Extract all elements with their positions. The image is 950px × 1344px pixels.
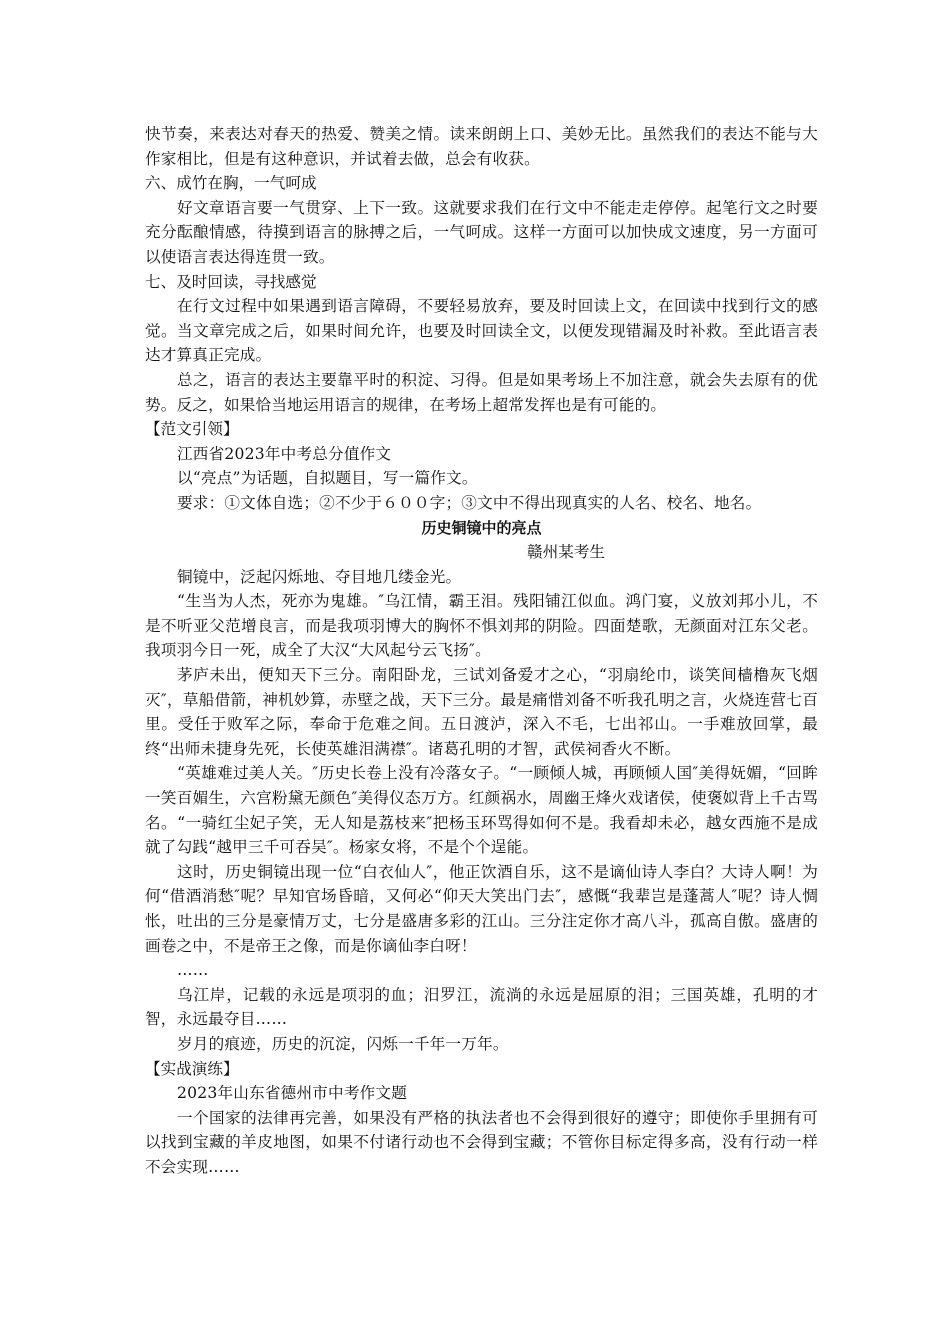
exam-source-jiangxi: 江西省2023年中考总分值作文 — [177, 444, 392, 463]
essay-paragraph-7: 岁月的痕迹，历史的沉淀，闪烁一千年一万年。 — [177, 1034, 509, 1053]
essay-paragraph-4: “英雄难过美人关。″历史长卷上没有冷落女子。“一顾倾人城，再顾倾人国″美得妩媚，“回眸一笑百媚生，六宫粉黛无颜色″美得仪态万方。红颜祸水，周幽王烽火戏诸侯，使褒姒背上千古骂名。“一骑红尘妃子笑，无人知是荔枝来″把杨玉环骂得如何不是。我看却未必，越女西施不是成就了勾践“越甲三千可吞吴″。杨家女将，不是个个逞能。 — [145, 764, 818, 857]
essay-paragraph-1: 铜镜中，泛起闪烁地、夺目地几缕金光。 — [177, 567, 462, 586]
essay-paragraph-2: “生当为人杰，死亦为鬼雄。″乌江情，霸王泪。残阳铺江似血。鸿门宴，义放刘邦小儿，不是不听亚父范增良言，而是我项羽博大的胸怀不惧刘邦的阴险。四面楚歌，无颜面对江东父老。我项羽今日一死，成全了大汉“大风起兮云飞扬″。 — [145, 592, 818, 660]
practice-prompt: 一个国家的法律再完善，如果没有严格的执法者也不会得到很好的遵守；即使你手里拥有可以找到宝藏的羊皮地图，如果不付诸行动也不会得到宝藏；不管你目标定得多高，没有行动一样不会实现…… — [145, 1108, 818, 1176]
essay-requirements: 要求：①文体自选；②不少于６００字；③文中不得出现真实的人名、校名、地名。 — [177, 493, 762, 512]
essay-paragraph-6: 乌江岸，记载的永远是项羽的血；汨罗江，流淌的永远是屈原的泪；三国英雄，孔明的才智，永远最夺目…… — [145, 985, 818, 1029]
paragraph-reread: 在行文过程中如果遇到语言障碍，不要轻易放弃，要及时回读上文，在回读中找到行文的感觉。当文章完成之后，如果时间允许，也要及时回读全文，以便发现错漏及时补救。至此语言表达才算真正完成。 — [145, 297, 818, 365]
paragraph-one-breath: 好文章语言要一气贯穿、上下一致。这就要求我们在行文中不能走走停停。起笔行文之时要充分酝酿情感，待摸到语言的脉搏之后，一气呵成。这样一方面可以加快成文速度，另一方面可以使语言表达得连贯一致。 — [145, 198, 818, 266]
essay-prompt: 以“亮点”为话题，自拟题目，写一篇作文。 — [177, 469, 478, 488]
exam-source-dezhou: 2023年山东省德州市中考作文题 — [177, 1084, 408, 1103]
essay-paragraph-3: 茅庐未出，便知天下三分。南阳卧龙，三试刘备爱才之心，“羽扇纶巾，谈笑间樯橹灰飞烟灭″，草船借箭，神机妙算，赤壁之战，天下三分。最是痛惜刘备不听我孔明之言，火烧连营七百里。受任于败军之际，奉命于危难之间。五日渡泸，深入不毛，七出祁山。一手难放回掌，最终“出师未捷身先死，长使英雄泪满襟″。诸葛孔明的才智，武侯祠香火不断。 — [145, 666, 818, 758]
paragraph-summary: 总之，语言的表达主要靠平时的积淀、习得。但是如果考场上不加注意，就会失去原有的优势。反之，如果恰当地运用语言的规律，在考场上超常发挥也是有可能的。 — [145, 370, 818, 414]
essay-paragraph-5: 这时，历史铜镜出现一位“白衣仙人″，他正饮酒自乐，这不是谪仙诗人李白？大诗人啊！为何“借酒消愁″呢？早知官场昏暗，又何必“仰天大笑出门去″，感慨“我辈岂是蓬蒿人″呢？诗人惆怅，吐出的三分是豪情万丈，七分是盛唐多彩的江山。三分注定你才高八斗，孤高自傲。盛唐的画卷之中，不是帝王之像，而是你谪仙李白呀！ — [145, 862, 818, 955]
paragraph-spring-expression: 快节奏，来表达对春天的热爱、赞美之情。读来朗朗上口、美妙无比。虽然我们的表达不能与大作家相比，但是有这种意识，并试着去做，总会有收获。 — [145, 125, 818, 168]
section-model-essay: 【范文引领】 — [145, 420, 239, 439]
section-practice: 【实战演练】 — [145, 1059, 239, 1078]
essay-ellipsis: …… — [177, 961, 209, 980]
section-heading-six: 六、成竹在胸，一气呵成 — [145, 174, 317, 193]
section-heading-seven: 七、及时回读，寻找感觉 — [145, 272, 317, 291]
essay-title: 历史铜镜中的亮点 — [421, 518, 542, 537]
essay-author: 赣州某考生 — [527, 543, 605, 562]
